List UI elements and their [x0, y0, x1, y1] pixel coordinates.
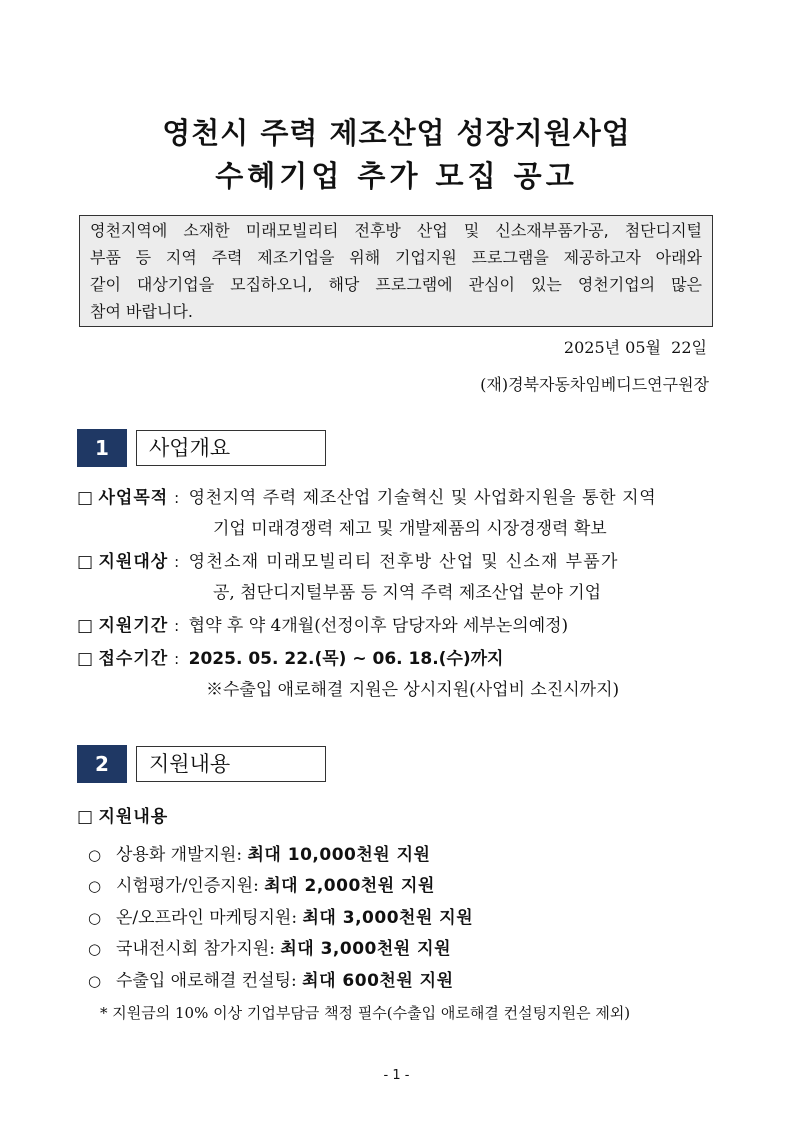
- support-item-amount: 최대 2,000천원 지원: [264, 876, 435, 896]
- support-item-amount: 최대 600천원 지원: [302, 971, 454, 991]
- support-item: [88, 875, 435, 897]
- support-item-name: 온/오프라인 마케팅지원:: [116, 908, 303, 928]
- support-footnote: * 지원금의 10% 이상 기업부담금 책정 필수(수출입 애로해결 컨설팅지원은 제외): [100, 1004, 631, 1022]
- intro-line: 참여 바랍니다.: [90, 302, 193, 321]
- support-item: [88, 938, 451, 960]
- row-period: [77, 615, 568, 637]
- support-item: [88, 844, 430, 866]
- section2-title: 지원내용: [136, 746, 326, 782]
- circle-bullet-icon: ○: [88, 877, 102, 895]
- row-colon: :: [174, 650, 180, 668]
- checkbox-icon: □: [77, 552, 94, 572]
- row-purpose-cont: 기업 미래경쟁력 제고 및 개발제품의 시장경쟁력 확보: [213, 519, 607, 539]
- checkbox-icon: □: [77, 807, 94, 827]
- announcement-date: 2025년 05월 22일: [563, 338, 707, 357]
- section1-number-badge: 1: [77, 429, 127, 467]
- intro-line: 부품 등 지역 주력 제조기업을 위해 기업지원 프로그램을 제공하고자 아래와: [90, 248, 702, 267]
- circle-bullet-icon: ○: [88, 972, 102, 990]
- row-target-cont: 공, 첨단디지털부품 등 지역 주력 제조산업 분야 기업: [213, 583, 602, 603]
- page-number: - 1 -: [383, 1068, 410, 1083]
- row-colon: :: [174, 553, 180, 571]
- row-colon: :: [174, 617, 180, 635]
- row-purpose: [77, 487, 656, 509]
- support-item-amount: 최대 10,000천원 지원: [247, 845, 431, 865]
- support-item-name: 수출입 애로해결 컨설팅:: [116, 971, 303, 991]
- checkbox-icon: □: [77, 488, 94, 508]
- support-item-amount: 최대 3,000천원 지원: [280, 939, 451, 959]
- checkbox-icon: □: [77, 616, 94, 636]
- row-label: 지원기간: [98, 616, 169, 636]
- row-target: [77, 551, 619, 573]
- support-item-name: 상용화 개발지원:: [116, 845, 248, 865]
- support-item-name: 국내전시회 참가지원:: [116, 939, 281, 959]
- row-text: 2025. 05. 22.(목) ~ 06. 18.(수)까지: [188, 649, 504, 669]
- row-colon: :: [174, 489, 180, 507]
- checkbox-icon: □: [77, 649, 94, 669]
- support-item-name: 시험평가/인증지원:: [116, 876, 265, 896]
- support-item: [88, 970, 454, 992]
- row-application-note: ※수출입 애로해결 지원은 상시지원(사업비 소진시까지): [206, 680, 620, 700]
- support-item-amount: 최대 3,000천원 지원: [302, 908, 474, 928]
- support-heading: [77, 802, 168, 827]
- intro-line: 같이 대상기업을 모집하오니, 해당 프로그램에 관심이 있는 영천기업의 많은: [90, 275, 702, 294]
- circle-bullet-icon: ○: [88, 846, 102, 864]
- document-title-line2: 수혜기업 추가 모집 공고: [215, 159, 578, 193]
- circle-bullet-icon: ○: [88, 909, 102, 927]
- row-label: 사업목적: [98, 488, 169, 508]
- row-label: 접수기간: [98, 649, 169, 669]
- row-text: 협약 후 약 4개월(선정이후 담당자와 세부논의예정): [188, 616, 569, 636]
- circle-bullet-icon: ○: [88, 940, 102, 958]
- issuing-organization: (재)경북자동차임베디드연구원장: [480, 375, 709, 394]
- row-text: 영천지역 주력 제조산업 기술혁신 및 사업화지원을 통한 지역: [188, 488, 657, 508]
- support-heading-label: 지원내용: [98, 807, 169, 827]
- row-label: 지원대상: [98, 552, 169, 572]
- intro-line: 영천지역에 소재한 미래모빌리티 전후방 산업 및 신소재부품가공, 첨단디지털: [90, 221, 702, 240]
- document-title-line1: 영천시 주력 제조산업 성장지원사업: [162, 116, 631, 150]
- support-item: [88, 907, 473, 929]
- row-application-period: [77, 648, 503, 670]
- section1-title: 사업개요: [136, 430, 326, 466]
- row-text: 영천소재 미래모빌리티 전후방 산업 및 신소재 부품가: [188, 552, 619, 572]
- intro-box: [79, 215, 713, 327]
- section2-number-badge: 2: [77, 745, 127, 783]
